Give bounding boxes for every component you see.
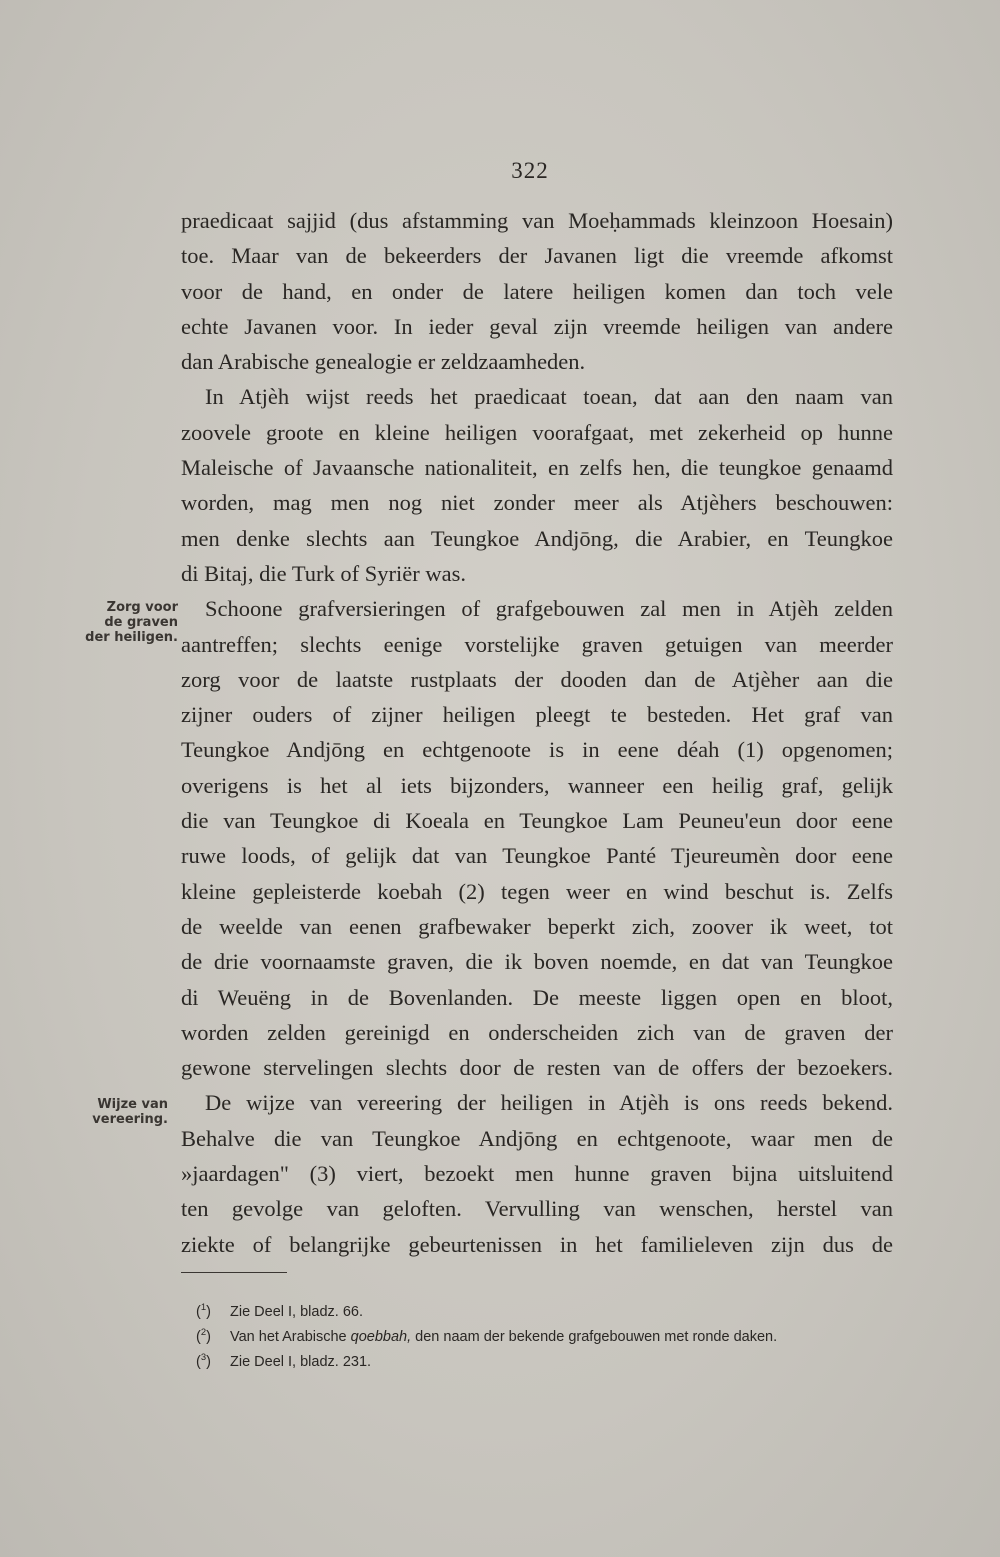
footnote bbox=[196, 1325, 896, 1350]
text-line: zorg voor de laatste rustplaats der dooden dan de Atjèher aan die bbox=[181, 666, 893, 692]
text-line: worden zelden gereinigd en onderscheiden zich van de graven der bbox=[181, 1019, 893, 1045]
text-line: dan Arabische genealogie er zeldzaamheden. bbox=[181, 349, 586, 375]
footnote-mark: ($^2$) bbox=[196, 1326, 211, 1345]
text-line: overigens is het al iets bijzonders, wanneer een heilig graf, gelijk bbox=[181, 772, 893, 798]
text-line: zoovele groote en kleine heiligen voorafgaat, met zekerheid op hunne bbox=[181, 419, 893, 445]
text-line: di Bitaj, die Turk of Syriër was. bbox=[181, 560, 466, 586]
text-line: Behalve die van Teungkoe Andjōng en echtgenoote, waar men de bbox=[181, 1125, 893, 1151]
footnote-divider bbox=[181, 1272, 287, 1273]
text-line: voor de hand, en onder de latere heiligen komen dan toch vele bbox=[181, 278, 893, 304]
text-line: ziekte of belangrijke gebeurtenissen in het familieleven zijn dus de bbox=[181, 1231, 893, 1257]
text-line: de drie voornaamste graven, die ik boven noemde, en dat van Teungkoe bbox=[181, 949, 893, 975]
margin-note-line: Wijze van bbox=[97, 1097, 168, 1112]
footnote-mark: ($^1$) bbox=[196, 1301, 211, 1320]
footnote bbox=[196, 1300, 896, 1325]
text-line: Maleische of Javaansche nationaliteit, en zelfs hen, die teungkoe genaamd bbox=[181, 455, 893, 481]
footnote-text: Van het Arabische bbox=[230, 1329, 351, 1345]
text-line: men denke slechts aan Teungkoe Andjōng, die Arabier, en Teungkoe bbox=[181, 525, 893, 551]
text-line: ten gevolge van geloften. Vervulling van wenschen, herstel van bbox=[181, 1196, 893, 1222]
margin-note-line: vereering. bbox=[92, 1112, 168, 1127]
footnotes bbox=[196, 1300, 896, 1375]
text-line: »jaardagen" (3) viert, bezoekt men hunne graven bijna uitsluitend bbox=[181, 1161, 893, 1187]
footnote bbox=[196, 1350, 896, 1375]
text-line: Schoone grafversieringen of grafgebouwen zal men in Atjèh zelden bbox=[205, 596, 893, 622]
margin-note-graves-care bbox=[60, 600, 178, 645]
footnote-text: den naam der bekende grafgebouwen met ronde daken. bbox=[411, 1329, 778, 1345]
text-line: kleine gepleisterde koebah (2) tegen weer en wind beschut is. Zelfs bbox=[181, 878, 893, 904]
text-line: zijner ouders of zijner heiligen pleegt te besteden. Het graf van bbox=[181, 702, 893, 728]
footnote-text: Zie Deel I, bladz. 66. bbox=[230, 1304, 363, 1320]
footnote-text: Zie Deel I, bladz. 231. bbox=[230, 1354, 372, 1370]
text-line: ruwe loods, of gelijk dat van Teungkoe Panté Tjeureumèn door eene bbox=[181, 843, 893, 869]
text-line: die van Teungkoe di Koeala en Teungkoe Lam Peuneu'eun door eene bbox=[181, 808, 893, 834]
margin-note-veneration bbox=[60, 1097, 168, 1127]
footnote-italic-term: qoebbah, bbox=[350, 1329, 412, 1345]
text-line: In Atjèh wijst reeds het praedicaat toean, dat aan den naam van bbox=[205, 384, 893, 410]
body-text bbox=[181, 203, 893, 1262]
text-line: gewone stervelingen slechts door de resten van de offers der bezoekers. bbox=[181, 1055, 893, 1081]
text-line: worden, mag men nog niet zonder meer als Atjèhers beschouwen: bbox=[181, 490, 893, 516]
margin-note-line: Zorg voor bbox=[106, 600, 178, 615]
text-line: de weelde van eenen grafbewaker beperkt zich, zoover ik weet, tot bbox=[181, 913, 893, 939]
margin-note-line: de graven bbox=[104, 615, 178, 630]
text-line: aantreffen; slechts eenige vorstelijke graven getuigen van meerder bbox=[181, 631, 893, 657]
margin-note-line: der heiligen. bbox=[85, 630, 178, 645]
text-line: De wijze van vereering der heiligen in Atjèh is ons reeds bekend. bbox=[205, 1090, 893, 1116]
footnote-mark: ($^3$) bbox=[196, 1351, 211, 1370]
text-line: Teungkoe Andjōng en echtgenoote is in eene déah (1) opgenomen; bbox=[181, 737, 893, 763]
page-number: 322 bbox=[511, 158, 549, 183]
text-line: toe. Maar van de bekeerders der Javanen ligt die vreemde afkomst bbox=[181, 243, 893, 269]
text-line: praedicaat sajjid (dus afstamming van Moeḥammads kleinzoon Hoesain) bbox=[181, 208, 893, 233]
text-line: echte Javanen voor. In ieder geval zijn vreemde heiligen van andere bbox=[181, 313, 893, 339]
text-line: di Weuëng in de Bovenlanden. De meeste liggen open en bloot, bbox=[181, 984, 893, 1010]
